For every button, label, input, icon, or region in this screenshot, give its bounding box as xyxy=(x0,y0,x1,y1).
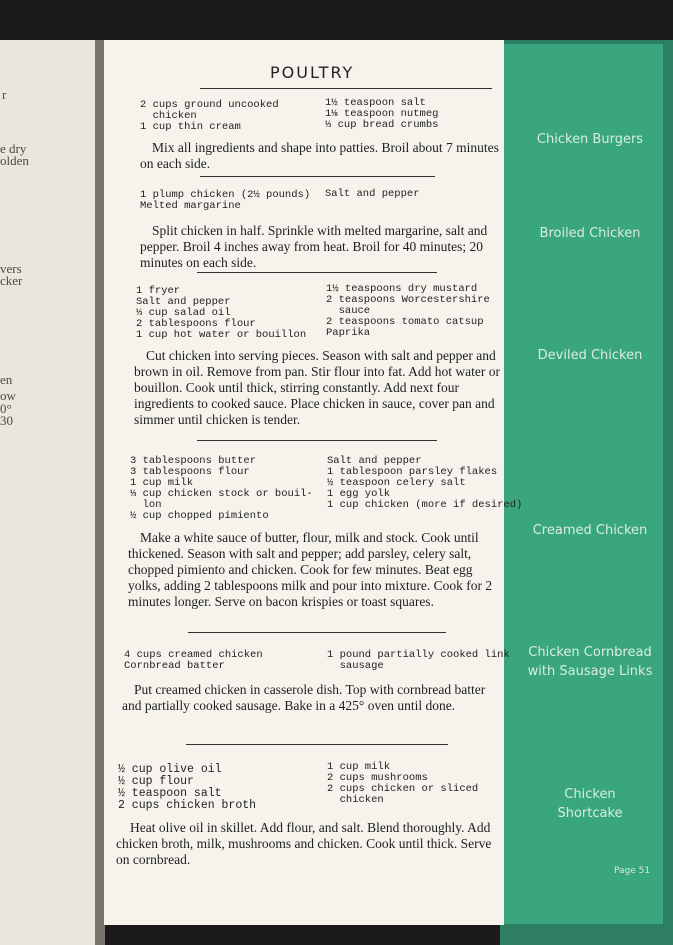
recipe-method: Split chicken in half. Sprinkle with melted margarine, salt and pepper. Broil 4 inches away from heat. Broil for 40 minutes; 20 minutes on each side. xyxy=(140,223,488,270)
title-divider xyxy=(200,88,492,89)
recipe-divider xyxy=(197,440,437,441)
recipe-name-broiled-chicken: Broiled Chicken xyxy=(539,226,641,241)
recipe-ingredients-left: 1 plump chicken (2½ pounds) Melted margarine xyxy=(140,189,311,212)
recipe-divider xyxy=(188,632,446,633)
left-fragment: 0° xyxy=(0,401,12,416)
recipe-ingredients-left: 1 fryer Salt and pepper ⅓ cup salad oil 2 tablespoons flour 1 cup hot water or bouillon xyxy=(136,285,307,341)
recipe-method: Put creamed chicken in casserole dish. Top with cornbread batter and partially cooked sausage. Bake in a 425° oven until done. xyxy=(122,682,486,713)
recipe-method: Cut chicken into serving pieces. Season with salt and pepper and brown in oil. Remove from pan. Stir flour into fat. Add hot water or bouillon. Cook until thick, stirring constantly. Add next four ingredients to cooked sauce. Place chicken in sauce, cover pan and simmer until chicken is tender. xyxy=(134,348,500,427)
left-fragment: r xyxy=(2,87,7,102)
recipe-ingredients-right: Salt and pepper 1 tablespoon parsley flakes ½ teaspoon celery salt 1 egg yolk 1 cup chicken (more if desired) xyxy=(327,455,523,511)
recipe-name-chicken-shortcake: Chicken Shortcake xyxy=(557,787,623,821)
left-fragment: vers xyxy=(0,261,22,276)
recipe-ingredients-left: 3 tablespoons butter 3 tablespoons flour 1 cup milk ⅓ cup chicken stock or bouil- lon ½ cup chopped pimiento xyxy=(130,455,313,522)
recipe-ingredients-right: 1 pound partially cooked link sausage xyxy=(327,649,510,672)
left-fragment: olden xyxy=(0,153,29,168)
recipe-divider xyxy=(197,272,437,273)
recipe-name-chicken-burgers: Chicken Burgers xyxy=(536,132,644,147)
left-fragment: 30 xyxy=(0,413,13,428)
recipe-method: Heat olive oil in skillet. Add flour, and salt. Blend thoroughly. Add chicken broth, milk, mushrooms and chicken. Cook until thick. Serve on cornbread. xyxy=(116,820,492,867)
recipe-name-creamed-chicken: Creamed Chicken xyxy=(532,523,648,538)
left-page xyxy=(0,40,100,945)
recipe-ingredients-right: 1 cup milk 2 cups mushrooms 2 cups chicken or sliced chicken xyxy=(327,761,479,806)
recipe-ingredients-right: 1½ teaspoons dry mustard 2 teaspoons Worcestershire sauce 2 teaspoons tomato catsup Paprika xyxy=(326,283,490,339)
recipe-divider xyxy=(186,744,448,745)
page-number: Page 51 xyxy=(614,866,651,876)
recipe-ingredients-left: 4 cups creamed chicken Cornbread batter xyxy=(124,649,263,672)
page-title: POULTRY xyxy=(270,63,355,82)
recipe-name-deviled-chicken: Deviled Chicken xyxy=(537,348,643,363)
recipe-divider xyxy=(200,176,435,177)
left-fragment: ow xyxy=(0,388,16,403)
recipe-ingredients-left: 2 cups ground uncooked chicken 1 cup thin cream xyxy=(140,99,279,133)
left-fragment: cker xyxy=(0,273,23,288)
recipe-name-chicken-cornbread-with-sausage-links: Chicken Cornbread with Sausage Links xyxy=(527,645,653,679)
left-fragment: e dry xyxy=(0,141,27,156)
recipe-method: Make a white sauce of butter, flour, milk and stock. Cook until thickened. Season with salt and pepper; add parsley, celery salt, chopped pimiento and chicken. Cook for few minutes. Beat egg yolks, adding 2 tablespoons milk and pour into mixture. Cook for 2 minutes longer. Serve on bacon krispies or toast squares. xyxy=(128,530,493,609)
left-fragment: en xyxy=(0,372,13,387)
recipe-method: Mix all ingredients and shape into patties. Broil about 7 minutes on each side. xyxy=(140,140,499,171)
recipe-ingredients-right: Salt and pepper xyxy=(325,188,420,200)
recipe-ingredients-left: ½ cup olive oil ½ cup flour ½ teaspoon salt 2 cups chicken broth xyxy=(118,763,257,812)
recipe-ingredients-right: 1½ teaspoon salt 1⅛ teaspoon nutmeg ⅓ cup bread crumbs xyxy=(325,97,439,131)
